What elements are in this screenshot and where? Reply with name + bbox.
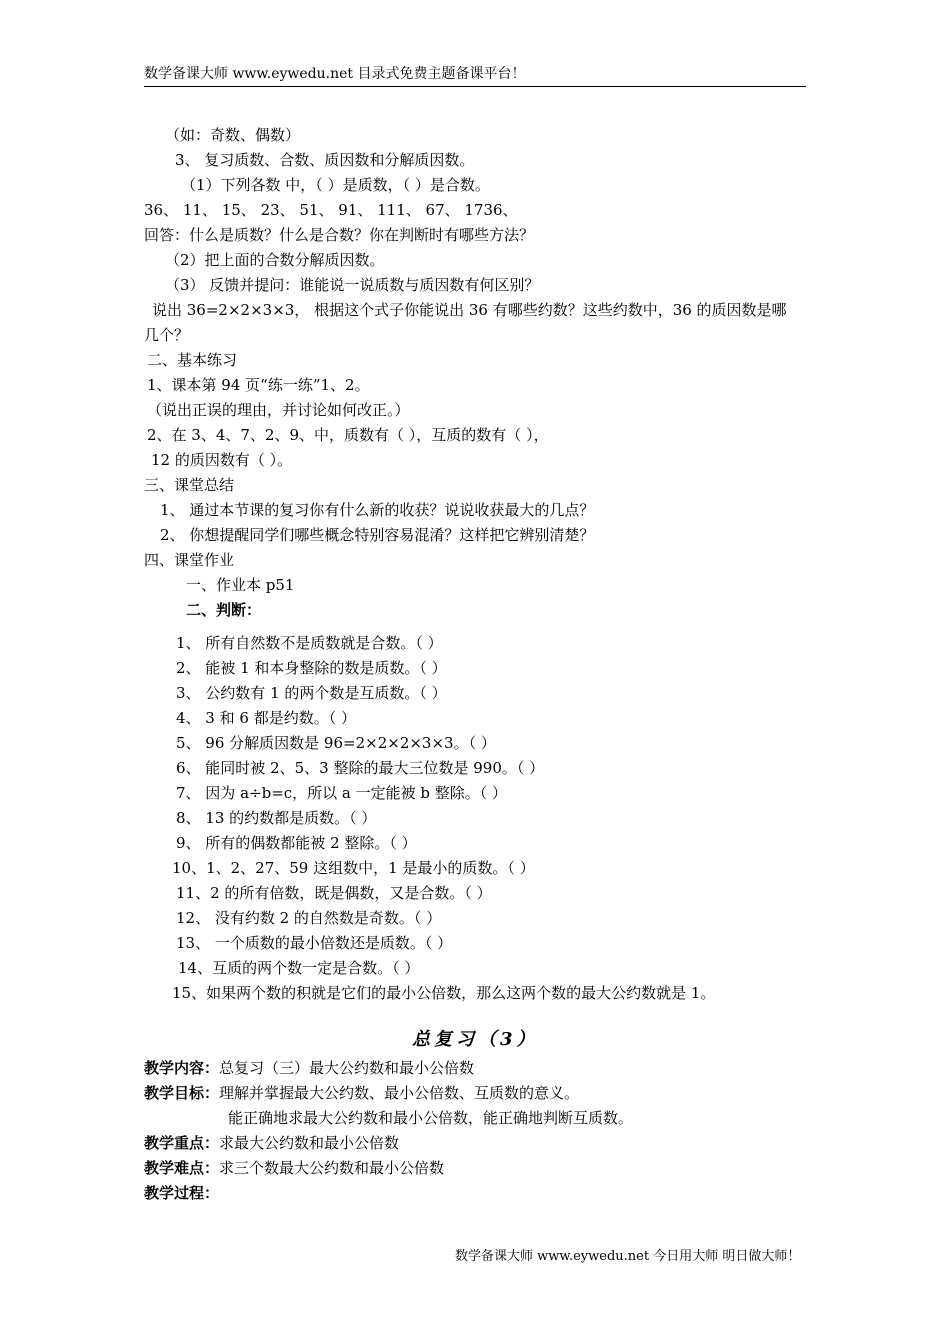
judgment-item: 9、 所有的偶数都能被 2 整除。（ ） [176, 834, 417, 852]
judgment-item: 12、 没有约数 2 的自然数是奇数。（ ） [176, 909, 442, 927]
text-line: 1、课本第 94 页“练一练”1、2。 [147, 376, 370, 394]
lesson-content-value: 总复习（三）最大公约数和最小公倍数 [219, 1059, 475, 1077]
lesson-content-label: 教学内容： [144, 1059, 220, 1077]
section-heading: 二、基本练习 [147, 351, 238, 369]
judgment-item: 1、 所有自然数不是质数就是合数。（ ） [176, 634, 443, 652]
text-line: 3、 复习质数、合数、质因数和分解质因数。 [175, 151, 475, 169]
text-line: 1、 通过本节课的复习你有什么新的收获？说说收获最大的几点？ [160, 501, 595, 519]
judgment-item: 11、2 的所有倍数，既是偶数，又是合数。（ ） [176, 884, 492, 902]
text-line: （如：奇数、偶数） [165, 126, 301, 144]
lesson-process-label: 教学过程： [144, 1184, 220, 1202]
text-line: 几个？ [144, 326, 190, 344]
judgment-item: 10、1、2、27、59 这组数中，1 是最小的质数。（ ） [172, 859, 535, 877]
section-heading: 四、课堂作业 [144, 551, 235, 569]
judgment-item: 5、 96 分解质因数是 96=2×2×2×3×3。（ ） [176, 734, 496, 752]
judgment-item: 7、 因为 a÷b=c，所以 a 一定能被 b 整除。（ ） [176, 784, 508, 802]
judgment-item: 4、 3 和 6 都是约数。（ ） [176, 709, 356, 727]
lesson-goal-label: 教学目标： [144, 1084, 220, 1102]
judgment-item: 15、如果两个数的积就是它们的最小公倍数，那么这两个数的最大公约数就是 1。 [172, 984, 716, 1002]
lesson-difficulty-row [144, 1158, 444, 1178]
lesson-goal-continued: 能正确地求最大公约数和最小公倍数，能正确地判断互质数。 [228, 1109, 634, 1127]
lesson-content-row [144, 1058, 474, 1078]
judgment-item: 8、 13 的约数都是质数。（ ） [176, 809, 377, 827]
text-line: （说出正误的理由，并讨论如何改正。） [147, 401, 410, 419]
judgment-item: 2、 能被 1 和本身整除的数是质数。（ ） [176, 659, 447, 677]
lesson-difficulty-value: 求三个数最大公约数和最小公倍数 [219, 1159, 445, 1177]
section-title: 总复习（3） [412, 1029, 539, 1050]
section-heading: 三、课堂总结 [144, 476, 235, 494]
lesson-key-row [144, 1133, 399, 1153]
text-line: （2）把上面的合数分解质因数。 [165, 251, 385, 269]
text-line: 回答：什么是质数？什么是合数？你在判断时有哪些方法？ [144, 226, 535, 244]
subsection-heading: 二、判断： [186, 601, 262, 619]
judgment-item: 3、 公约数有 1 的两个数是互质数。（ ） [176, 684, 447, 702]
text-line: 一、作业本 p51 [186, 576, 295, 594]
page-header: 数学备课大师 www.eywedu.net 目录式免费主题备课平台！ [144, 64, 806, 87]
judgment-item: 13、 一个质数的最小倍数还是质数。（ ） [176, 934, 453, 952]
lesson-goal-row [144, 1083, 579, 1103]
lesson-key-label: 教学重点： [144, 1134, 220, 1152]
lesson-difficulty-label: 教学难点： [144, 1159, 220, 1177]
text-line: 36、 11、 15、 23、 51、 91、 111、 67、 1736、 [144, 201, 518, 219]
text-line: 2、在 3、4、7、2、9、中，质数有（ ），互质的数有（ ）， [147, 426, 549, 444]
page-footer: 数学备课大师 www.eywedu.net 今日用大师 明日做大师！ [455, 1249, 801, 1264]
judgment-item: 6、 能同时被 2、5、3 整除的最大三位数是 990。（ ） [176, 759, 545, 777]
text-line: （3） 反馈并提问：谁能说一说质数与质因数有何区别？ [165, 276, 540, 294]
judgment-item: 14、互质的两个数一定是合数。（ ） [178, 959, 420, 977]
text-line: 2、 你想提醒同学们哪些概念特别容易混淆？这样把它辨别清楚？ [160, 526, 595, 544]
text-line: 12 的质因数有（ ）。 [151, 451, 293, 469]
lesson-key-value: 求最大公约数和最小公倍数 [219, 1134, 400, 1152]
text-line: 说出 36=2×2×3×3， 根据这个式子你能说出 36 有哪些约数？这些约数中，36 的质因数是哪 [152, 301, 787, 319]
lesson-goal-value: 理解并掌握最大公约数、最小公倍数、互质数的意义。 [219, 1084, 580, 1102]
text-line: （1）下列各数 中，（ ）是质数，（ ）是合数。 [181, 176, 490, 194]
